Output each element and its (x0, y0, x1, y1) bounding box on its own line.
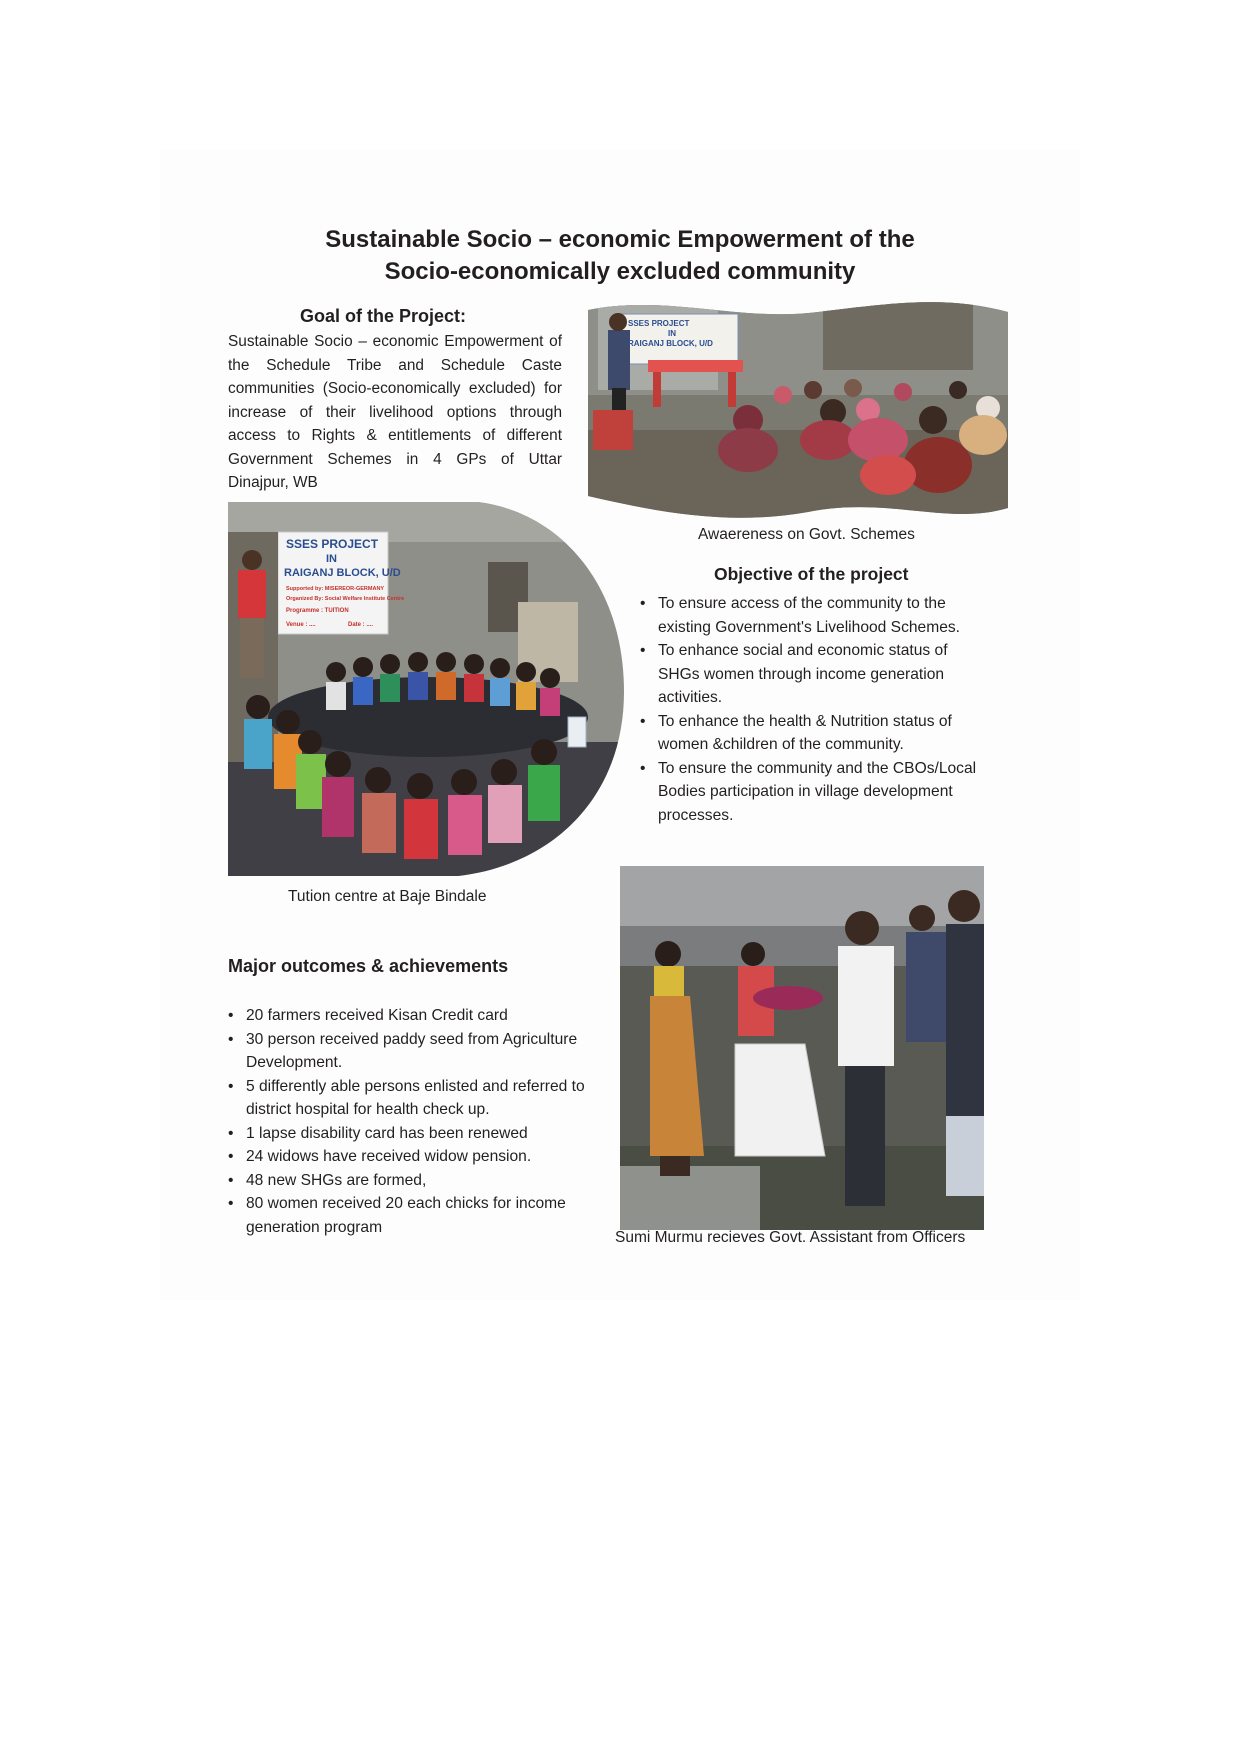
objective-item: • To enhance the health & Nutrition status of women &children of the community. (640, 710, 990, 757)
goal-heading: Goal of the Project: (300, 306, 467, 326)
tution-banner-line-2: IN (326, 553, 337, 565)
tution-banner-line-4: Supported by: MISEREOR-GERMANY (286, 586, 385, 592)
awareness-caption: Awaereness on Govt. Schemes (698, 526, 915, 543)
outcome-item: • 24 widows have received widow pension. (228, 1145, 598, 1169)
title-line-1: Sustainable Socio – economic Empowerment of the (325, 226, 915, 253)
objective-item: • To enhance social and economic status of SHGs women through income generation activities. (640, 639, 990, 710)
goal-text: Sustainable Socio – economic Empowerment of the Schedule Tribe and Schedule Caste communities (Socio-economically excluded) for increase of their livelihood options through access to Rights & entitlements of different Government Schemes in 4 GPs of Uttar Dinajpur, WB (228, 333, 562, 491)
outcomes-heading: Major outcomes & achievements (228, 956, 509, 976)
tution-photo (228, 502, 624, 876)
page-title (220, 224, 1020, 288)
awareness-banner-line-3: RAIGANJ BLOCK, U/D (628, 339, 713, 348)
tution-banner-line-3: RAIGANJ BLOCK, U/D (284, 567, 401, 579)
tution-banner-line-1: SSES PROJECT (286, 537, 379, 551)
outcome-item: • 1 lapse disability card has been renewed (228, 1122, 598, 1146)
outcome-item: • 30 person received paddy seed from Agriculture Development. (228, 1028, 598, 1075)
title-line-2: Socio-economically excluded community (384, 258, 856, 285)
outcome-item: • 80 women received 20 each chicks for income generation program (228, 1192, 598, 1239)
objective-item: • To ensure the community and the CBOs/Local Bodies participation in village development processes. (640, 757, 990, 828)
tution-banner-line-8: Date : .... (348, 622, 374, 628)
tution-banner-line-5: Organized By: Social Welfare Institute Centre (286, 596, 405, 602)
sumi-caption: Sumi Murmu recieves Govt. Assistant from Officers (615, 1229, 966, 1246)
awareness-photo (588, 300, 1008, 525)
outcomes-list (228, 1004, 598, 1239)
objective-list (640, 592, 990, 827)
outcome-item: • 5 differently able persons enlisted and referred to district hospital for health check up. (228, 1075, 598, 1122)
tution-banner-line-7: Venue : .... (286, 622, 316, 628)
outcome-item: • 48 new SHGs are formed, (228, 1169, 598, 1193)
objective-heading: Objective of the project (714, 564, 909, 584)
tution-banner-line-6: Programme : TUITION (286, 608, 349, 614)
outcome-item: • 20 farmers received Kisan Credit card (228, 1004, 598, 1028)
awareness-banner-line-1: SSES PROJECT (628, 319, 690, 328)
objective-item: • To ensure access of the community to the existing Government's Livelihood Schemes. (640, 592, 990, 639)
tution-caption: Tution centre at Baje Bindale (288, 888, 487, 905)
awareness-banner-line-2: IN (668, 329, 676, 338)
sumi-photo (620, 866, 984, 1230)
